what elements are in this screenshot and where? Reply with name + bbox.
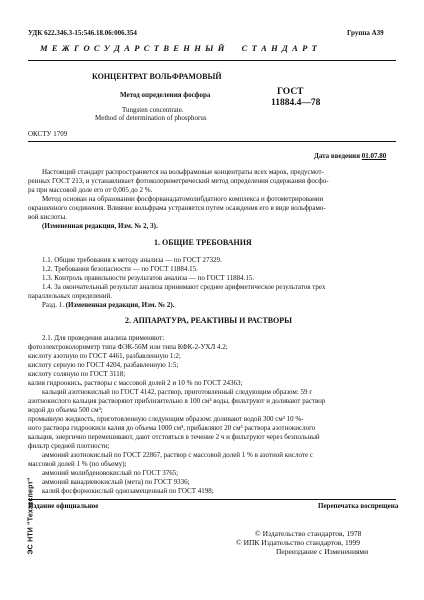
section-2-line-11: ного раствора гидроокиси калия до объема 1000 см³, прибавляют 20 см³ раствора азотнокислого: [28, 424, 316, 432]
section-2-line-1: 2.1. Для проведения анализа применяют:: [42, 334, 165, 342]
group-code: Группа А39: [347, 29, 384, 37]
effective-date-label: Дата введения: [314, 152, 360, 160]
intro-line-6: вой кислоты.: [28, 213, 67, 221]
intro-line-1: Настоящий стандарт распространяется на вольфрамовые концентраты всех марок, предусмот-: [42, 168, 324, 176]
title-divider: [28, 141, 396, 142]
section-1-razd-note: (Измененная редакция, Изм. № 2).: [65, 301, 175, 309]
section-2-line-13: фильтр средней плотности;: [28, 442, 110, 450]
section-1-line-3: 1.3. Контроль правильности результатов анализа — по ГОСТ 11884.15.: [42, 274, 255, 282]
copyright-1978: © Издательство стандартов, 1978: [255, 529, 362, 538]
section-2-line-9: водой до объема 500 см³;: [28, 406, 103, 414]
section-2-line-5: кислоту соляную по ГОСТ 3118;: [28, 370, 126, 378]
intro-line-5: окрашенного соединения. Влияние вольфрама устраняется путем осаждения его в виде вольфрамо-: [28, 204, 326, 212]
intro-line-2: ренных ГОСТ 213, и устанавливает фотоколориметрический метод определения содержания фосфо-: [28, 177, 329, 185]
section-2-line-15: массовой долей 1 % (по объему);: [28, 460, 127, 468]
section-2-line-18: калий фосфорнокислый однозамещенный по ГОСТ 4198;: [42, 487, 214, 495]
section-2-line-7: кальций азотнокислый по ГОСТ 4142, раствор, приготовленный следующим образом: 59 г: [42, 388, 313, 396]
english-title-1: Tungsten concentrate.: [122, 106, 184, 114]
intro-revision-note: (Измененная редакция, Изм. № 2, 3).: [42, 222, 158, 230]
effective-date-value: 01.07.80: [361, 152, 387, 160]
reissue-note: Переиздание с Изменениями: [276, 547, 369, 556]
copyright-1999: © ИПК Издательство стандартов, 1999: [236, 538, 361, 547]
footer-divider: [28, 499, 396, 500]
official-edition-label: Издание официальное: [28, 502, 99, 510]
section-2-line-14: аммоний азотнокислый по ГОСТ 22867, раствор с массовой долей 1 % в азотной кислоте с: [42, 451, 313, 459]
document-title: КОНЦЕНТРАТ ВОЛЬФРАМОВЫЙ: [92, 72, 222, 81]
okstu-code: ОКСТУ 1709: [28, 130, 68, 138]
document-subtitle: Метод определения фосфора: [120, 91, 211, 99]
section-2-line-12: кальция, энергично перемешивают, дают отстояться в течение 2 ч и фильтруют через безпольный: [28, 433, 320, 441]
intro-line-3: ра при массовой доле его от 0,005 до 2 %.: [28, 186, 153, 194]
techexpert-sidebar-label: ЭС НТИ "Техэксперт": [27, 477, 35, 555]
effective-date: [314, 152, 386, 161]
intro-line-4: Метод основан на образовании фосфорванадатомолибдатного комплекса и фотометрировании: [42, 195, 324, 203]
section-2-line-17: аммоний ванадиевокислый (мета) по ГОСТ 9336;: [42, 478, 190, 486]
standard-banner: М Е Ж Г О С У Д А Р С Т В Е Н Н Ы Й С Т А Н Д А Р Т: [40, 43, 318, 53]
section-2-line-2: фотоэлектроколориметр типа ФЭК-56М или типа КФК-2-УХЛ 4.2;: [28, 343, 228, 351]
section-1-line-2: 1.2. Требования безопасности — по ГОСТ 11884.15.: [42, 265, 198, 273]
udk-code: УДК 622.346.3-15:546.18.06:006.354: [28, 29, 137, 37]
reprint-prohibited-label: Перепечатка воспрещена: [318, 502, 399, 510]
section-2-line-4: кислоту серную по ГОСТ 4204, разбавленную 1:5;: [28, 361, 179, 369]
section-1-line-1: 1.1. Общие требования к методу анализа — по ГОСТ 27329.: [42, 256, 222, 264]
section-2-heading: 2. АППАРАТУРА, РЕАКТИВЫ И РАСТВОРЫ: [125, 316, 293, 325]
section-1-heading: 1. ОБЩИЕ ТРЕБОВАНИЯ: [154, 238, 252, 247]
section-2-line-6: калия гидроокись, растворы с массовой долей 2 и 10 % по ГОСТ 24363;: [28, 379, 243, 387]
header-divider: [28, 60, 396, 61]
section-2-line-3: кислоту азотную по ГОСТ 4461, разбавленную 1:2;: [28, 352, 181, 360]
section-2-line-16: аммоний молибденовокислый по ГОСТ 3765;: [42, 469, 179, 477]
section-1-revision: [42, 301, 174, 310]
section-1-razd: Разд. 1.: [42, 301, 64, 309]
section-2-line-8: азотнокислого кальция растворяют приблизительно в 100 см³ воды, фильтруют и доливают раствор: [28, 397, 326, 405]
section-1-line-4: 1.4. За окончательный результат анализа принимают среднее арифметическое результатов трех: [42, 283, 326, 291]
english-title-2: Method of determination of phosphorus: [95, 114, 207, 122]
section-1-line-5: параллельных определений.: [28, 292, 113, 300]
gost-label: ГОСТ: [277, 87, 304, 97]
gost-number: 11884.4—78: [271, 98, 321, 108]
section-2-line-10: промывную жидкость, приготовленную следующим образом: доливают водой 300 см³ 10 %-: [28, 415, 304, 423]
